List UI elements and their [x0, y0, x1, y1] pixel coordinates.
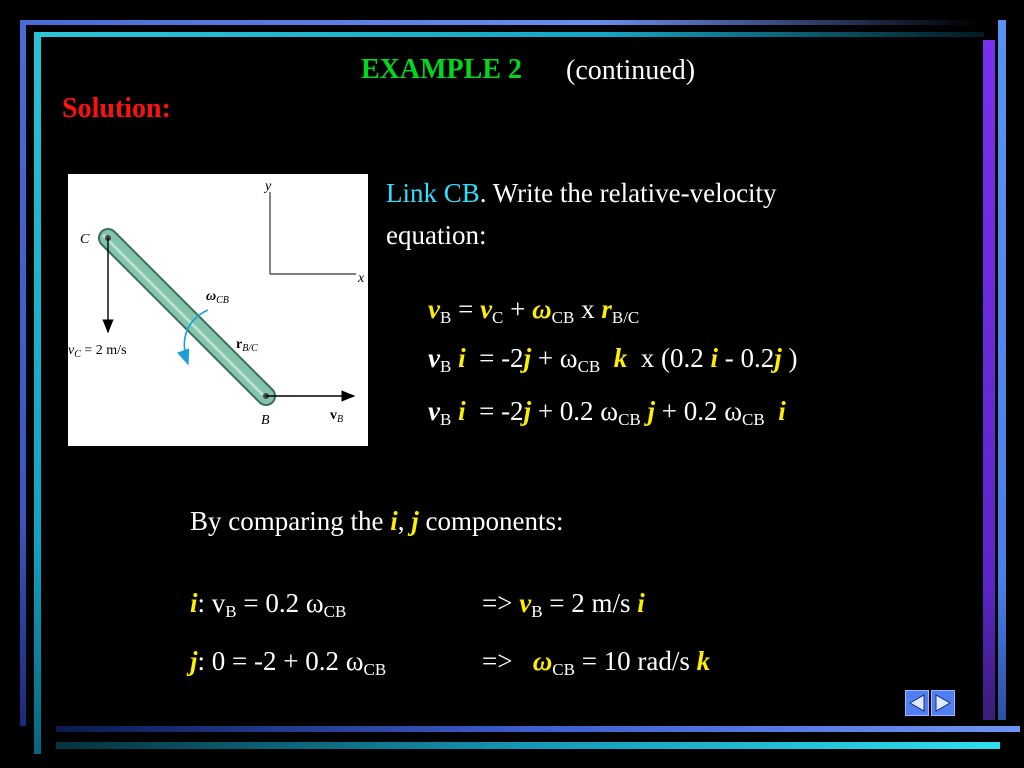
frame-bar-left-inner [34, 32, 41, 754]
equation-1: $v_B = v_C + \omega_{CB}$ x $r_{B/C}$ [428, 294, 640, 327]
previous-slide-button[interactable] [905, 690, 929, 716]
slide-title-continued: (continued) [566, 55, 696, 86]
slide-title: EXAMPLE 2 [361, 54, 522, 85]
link-cb-label: Link CB [386, 178, 480, 208]
x-axis-label: x [358, 271, 365, 286]
equation-2: $v_B$ $i = -2j + \omega_{CB}$ k x (0.2 i - 0.2j ) [428, 343, 798, 376]
slide-navigation [905, 690, 955, 716]
frame-bar-right [998, 20, 1006, 720]
solution-heading: Solution: [62, 93, 171, 124]
arrow-left-icon [906, 691, 928, 715]
r-bc-label: $r_{B/C}$ [236, 337, 258, 354]
arrow-right-icon [932, 691, 954, 715]
vc-label: $v_C = 2$ m/s [68, 343, 127, 360]
result-j-lhs: j: 0 = -2 + 0.2 $\omega_{CB}$ [190, 646, 387, 679]
vb-label: $v_B$ [330, 408, 344, 425]
intro-text-1: . Write the relative-velocity [479, 178, 777, 208]
frame-bar-top-inner [34, 32, 984, 37]
frame-bar-right-inner [983, 40, 995, 720]
link-diagram-svg [68, 174, 368, 446]
frame-bar-bottom [56, 726, 1020, 732]
link-cb-bar [104, 235, 269, 399]
result-i-lhs: i: $v_B = 0.2$ $\omega_{CB}$ [190, 588, 347, 621]
axes [270, 192, 356, 274]
frame-bar-bottom-inner [56, 742, 1000, 749]
link-diagram [68, 174, 368, 446]
y-axis-label: y [265, 179, 272, 194]
equation-3: $v_B$ i = -2j + 0.2 $\omega_{CB}$ j + 0.2 $\omega_{CB}$ i [428, 396, 786, 429]
point-c-label: C [80, 232, 90, 247]
result-i-rhs: => $v_B = 2$ m/s i [482, 588, 645, 621]
point-b-label: B [261, 413, 270, 428]
omega-label: $\omega_{CB}$ [206, 289, 229, 306]
next-slide-button[interactable] [931, 690, 955, 716]
comparing-line: By comparing the i, j components: [190, 506, 564, 536]
intro-line-2: equation: [386, 220, 487, 250]
frame-bar-top [20, 20, 980, 25]
intro-line-1 [386, 178, 777, 209]
result-j-rhs: => $\omega_{CB} = 10$ rad/s k [482, 646, 711, 679]
frame-bar-left [20, 20, 26, 726]
